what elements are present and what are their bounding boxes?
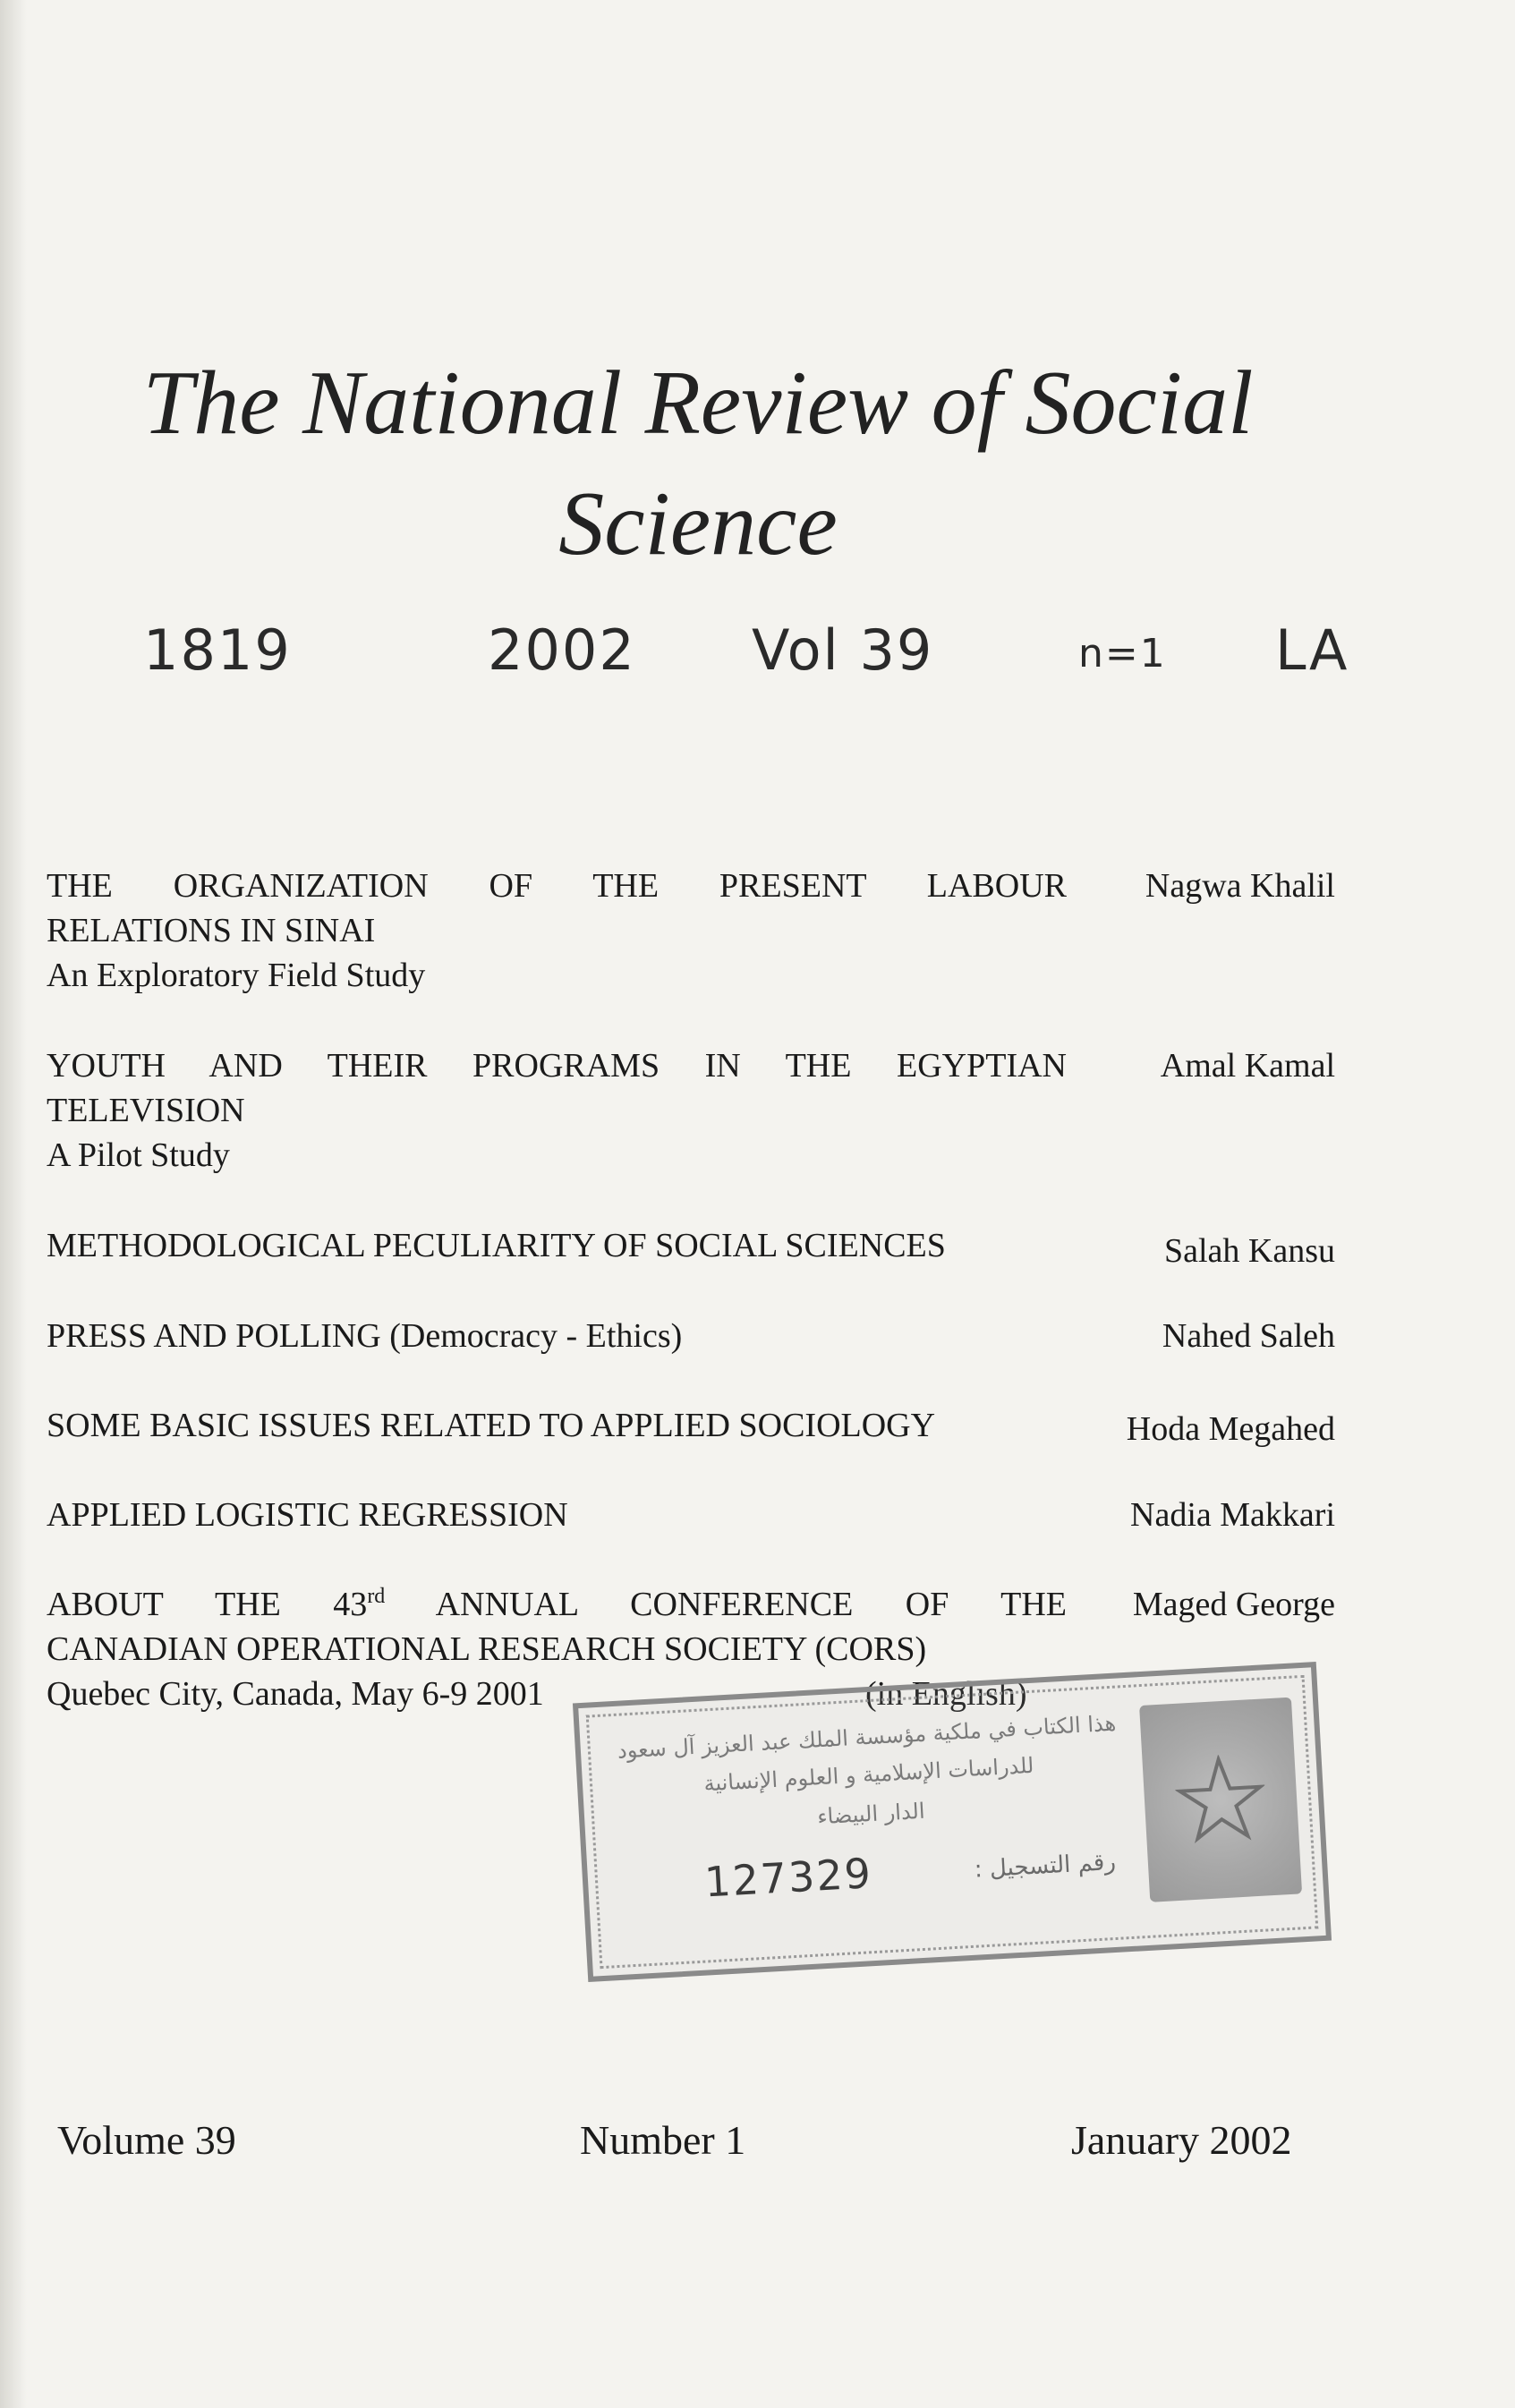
toc-subtitle: An Exploratory Field Study	[47, 957, 426, 994]
stamp-registration-label: رقم التسجيل :	[974, 1848, 1117, 1884]
journal-title-line-2: Science	[558, 473, 838, 574]
footer-volume: Volume 39	[57, 2117, 236, 2163]
toc-entry-title: METHODOLOGICAL PECULIARITY OF SOCIAL SCIENCES	[47, 1227, 946, 1264]
toc-title-part: ANNUAL CONFERENCE OF THE	[385, 1586, 1067, 1623]
toc-author: Amal Kamal	[1160, 1047, 1335, 1085]
toc-author: Nadia Makkari	[1130, 1496, 1335, 1534]
toc-author: Nagwa Khalil	[1145, 867, 1335, 905]
toc-title-line: THE ORGANIZATION OF THE PRESENT LABOUR	[47, 867, 1067, 905]
toc-entry-title: SOME BASIC ISSUES RELATED TO APPLIED SOCIOLOGY	[47, 1407, 936, 1444]
stamp-text-line-3: الدار البيضاء	[816, 1798, 926, 1830]
toc-language-note: (in English)	[865, 1675, 1027, 1713]
library-ownership-stamp	[573, 1662, 1332, 1982]
toc-title-superscript: rd	[367, 1585, 386, 1608]
stamp-text-line-1: هذا الكتاب في ملكية مؤسسة الملك عبد العزيز آل سعود	[617, 1710, 1117, 1764]
handwritten-note-4: n=1	[1078, 631, 1167, 676]
toc-author: Salah Kansu	[1163, 1232, 1335, 1270]
toc-entry-title: APPLIED LOGISTIC REGRESSION	[47, 1496, 568, 1534]
toc-title-line	[47, 1582, 1067, 1627]
stamp-emblem	[1139, 1698, 1302, 1902]
toc-entry-title: PRESS AND POLLING (Democracy - Ethics)	[47, 1317, 683, 1355]
toc-title-line: CANADIAN OPERATIONAL RESEARCH SOCIETY (CORS)	[47, 1630, 927, 1668]
toc-subtitle: A Pilot Study	[47, 1136, 230, 1174]
handwritten-note-1: 1819	[143, 617, 292, 683]
handwritten-note-2: 2002	[488, 617, 636, 683]
toc-author: Hoda Megahed	[1126, 1410, 1335, 1448]
footer-number: Number 1	[580, 2117, 746, 2163]
toc-entry-title	[47, 1043, 1067, 1178]
toc-entry-title	[47, 864, 1067, 998]
toc-title-line: RELATIONS IN SINAI	[47, 912, 376, 949]
toc-author: Nahed Saleh	[1162, 1317, 1335, 1355]
journal-title-line-1: The National Review of Social	[142, 353, 1254, 454]
toc-author: Maged George	[1132, 1586, 1335, 1623]
footer-date: January 2002	[1071, 2117, 1292, 2163]
handwritten-note-3: Vol 39	[752, 617, 934, 683]
toc-title-part: ABOUT THE 43	[47, 1586, 368, 1623]
toc-title-line: YOUTH AND THEIR PROGRAMS IN THE EGYPTIAN	[47, 1047, 1067, 1085]
handwritten-note-5: LA	[1275, 617, 1349, 683]
toc-title-line: TELEVISION	[47, 1092, 245, 1129]
star-emblem-icon	[1173, 1752, 1267, 1846]
toc-subtitle-text: Quebec City, Canada, May 6-9 2001	[47, 1675, 544, 1713]
stamp-registration-number: 127329	[702, 1849, 874, 1907]
stamp-text-line-2: للدراسات الإسلامية و العلوم الإنسانية	[702, 1752, 1035, 1797]
